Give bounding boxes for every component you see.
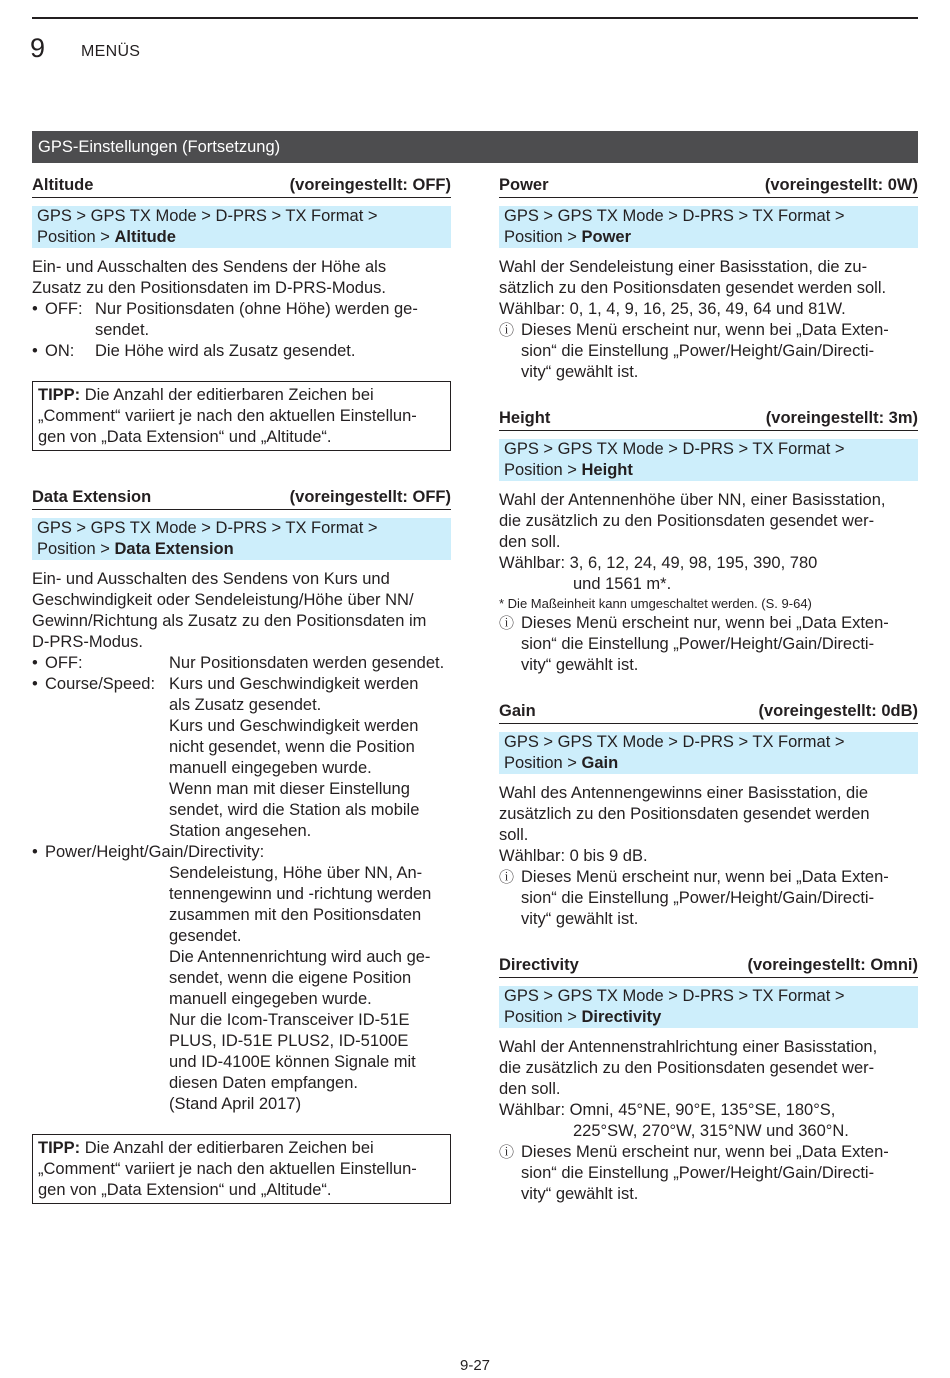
description: [499, 257, 918, 383]
bullet-text: manuell eingegeben wurde.: [169, 990, 372, 1008]
right-column: [499, 175, 918, 1205]
menu-path-prefix: Position >: [504, 461, 582, 479]
text-line: 225°SW, 270°W, 315°NW und 360°N.: [573, 1122, 849, 1140]
text-line: zusätzlich zu den Positionsdaten gesendet werden: [499, 805, 870, 823]
bullet-text: sendet, wird die Station als mobile: [169, 801, 420, 819]
bullet-text: Nur Positionsdaten werden gesendet.: [169, 654, 445, 672]
section-title: Power: [499, 176, 549, 194]
bullet-text: tennengewinn und -richtung werden: [169, 885, 432, 903]
text-line: Gewinn/Richtung als Zusatz zu den Positionsdaten im: [32, 612, 427, 630]
bullet-label: OFF:: [45, 300, 83, 318]
tip-box: [32, 381, 451, 451]
tip-text: gen von „Data Extension“ und „Altitude“.: [38, 428, 332, 446]
menu-path-line: GPS > GPS TX Mode > D-PRS > TX Format >: [504, 207, 845, 225]
text-line: und 1561 m*.: [573, 575, 672, 593]
text-line: D-PRS-Modus.: [32, 633, 143, 651]
note-text: vity“ gewählt ist.: [521, 363, 639, 381]
bullet-text: Station angesehen.: [169, 822, 312, 840]
note-text: Dieses Menü erscheint nur, wenn bei „Data Exten-: [521, 1143, 889, 1161]
tip-text: gen von „Data Extension“ und „Altitude“.: [38, 1181, 332, 1199]
text-line: Geschwindigkeit oder Sendeleistung/Höhe über NN/: [32, 591, 414, 609]
note-text: sion“ die Einstellung „Power/Height/Gain/Directi-: [521, 342, 875, 360]
text-line: Wählbar: 3, 6, 12, 24, 49, 98, 195, 390, 780: [499, 554, 818, 572]
text-line: Ein- und Ausschalten des Sendens von Kurs und: [32, 570, 390, 588]
note-text: vity“ gewählt ist.: [521, 1185, 639, 1203]
section-default: (voreingestellt: 0W): [764, 176, 918, 194]
data-extension-section: [32, 487, 451, 1204]
bullet-text: Kurs und Geschwindigkeit werden: [169, 675, 419, 693]
bullet-text: Nur die Icom-Transceiver ID-51E: [169, 1011, 410, 1029]
tip-text: „Comment“ variiert je nach den aktuellen Einstellun-: [38, 407, 417, 425]
bullet-item: [32, 341, 451, 362]
bullet-text: (Stand April 2017): [169, 1095, 302, 1113]
bullet-item: [32, 299, 451, 341]
description: [32, 257, 451, 362]
bullet-icon: •: [32, 654, 38, 672]
tip-text: „Comment“ variiert je nach den aktuellen Einstellun-: [38, 1160, 417, 1178]
note-text: vity“ gewählt ist.: [521, 910, 639, 928]
section-default: (voreingestellt: 3m): [765, 409, 918, 427]
info-circle-icon: ⓘ: [499, 322, 515, 339]
text-line: die zusätzlich zu den Positionsdaten gesendet wer-: [499, 512, 875, 530]
note-text: Dieses Menü erscheint nur, wenn bei „Data Exten-: [521, 321, 889, 339]
bullet-label: Power/Height/Gain/Directivity:: [45, 843, 265, 861]
section-title: Directivity: [499, 956, 579, 974]
menu-path-item: Gain: [581, 754, 619, 772]
section-title: Altitude: [32, 176, 94, 194]
menu-path-line: GPS > GPS TX Mode > D-PRS > TX Format >: [504, 987, 845, 1005]
power-section: [499, 175, 918, 383]
tip-text: Die Anzahl der editierbaren Zeichen bei: [80, 1139, 374, 1157]
bullet-text: Die Antennenrichtung wird auch ge-: [169, 948, 431, 966]
bullet-icon: •: [32, 843, 38, 861]
left-column: [32, 175, 451, 1204]
menu-path-prefix: Position >: [504, 228, 582, 246]
menu-path-item: Data Extension: [114, 540, 234, 558]
menu-path-line: GPS > GPS TX Mode > D-PRS > TX Format >: [37, 519, 378, 537]
tip-box: [32, 1134, 451, 1204]
text-line: Wählbar: 0, 1, 4, 9, 16, 25, 36, 49, 64 und 81W.: [499, 300, 846, 318]
section-title: Gain: [499, 702, 536, 720]
menu-path: [32, 518, 451, 560]
text-line: Wahl des Antennengewinns einer Basisstation, die: [499, 784, 869, 802]
bullet-text: Nur Positionsdaten (ohne Höhe) werden ge-: [95, 300, 418, 318]
bullet-icon: •: [32, 300, 38, 318]
bullet-label: Course/Speed:: [45, 675, 156, 693]
menu-path-line: GPS > GPS TX Mode > D-PRS > TX Format >: [504, 733, 845, 751]
menu-path-item: Power: [581, 228, 632, 246]
text-line: Wahl der Antennenstrahlrichtung einer Basisstation,: [499, 1038, 878, 1056]
bullet-text: und ID-4100E können Signale mit: [169, 1053, 416, 1071]
tip-text: Die Anzahl der editierbaren Zeichen bei: [80, 386, 374, 404]
page-number: 9-27: [459, 1357, 491, 1374]
bullet-text: sendet, wenn die eigene Position: [169, 969, 412, 987]
note-text: sion“ die Einstellung „Power/Height/Gain/Directi-: [521, 635, 875, 653]
menu-path-item: Height: [581, 461, 633, 479]
section-title: Data Extension: [32, 488, 152, 506]
text-line: Wahl der Antennenhöhe über NN, einer Basisstation,: [499, 491, 886, 509]
text-line: Wählbar: Omni, 45°NE, 90°E, 135°SE, 180°S,: [499, 1101, 836, 1119]
bullet-text: als Zusatz gesendet.: [169, 696, 322, 714]
note-text: sion“ die Einstellung „Power/Height/Gain/Directi-: [521, 1164, 875, 1182]
bullet-text: Sendeleistung, Höhe über NN, An-: [169, 864, 423, 882]
menu-path-prefix: Position >: [504, 754, 582, 772]
text-line: den soll.: [499, 533, 561, 551]
menu-path-prefix: Position >: [37, 228, 115, 246]
section-heading: [499, 701, 918, 724]
bullet-item: [32, 842, 451, 863]
text-line: sätzlich zu den Positionsdaten gesendet werden soll.: [499, 279, 887, 297]
info-note: [499, 613, 918, 676]
bullet-item: [32, 653, 451, 674]
menu-path: [32, 206, 451, 248]
description: [499, 1037, 918, 1205]
bullet-text: Wenn man mit dieser Einstellung: [169, 780, 410, 798]
tip-label: TIPP:: [38, 1139, 81, 1157]
altitude-section: [32, 175, 451, 451]
text-line: den soll.: [499, 1080, 561, 1098]
section-heading: [499, 408, 918, 431]
bullet-icon: •: [32, 342, 38, 360]
text-line: Ein- und Ausschalten des Sendens der Höhe als: [32, 258, 387, 276]
description: [499, 783, 918, 930]
section-heading: [32, 175, 451, 198]
bullet-text: gesendet.: [169, 927, 242, 945]
text-line: Wählbar: 0 bis 9 dB.: [499, 847, 648, 865]
menu-path-prefix: Position >: [504, 1008, 582, 1026]
note-text: sion“ die Einstellung „Power/Height/Gain/Directi-: [521, 889, 875, 907]
text-line: die zusätzlich zu den Positionsdaten gesendet wer-: [499, 1059, 875, 1077]
note-text: Dieses Menü erscheint nur, wenn bei „Data Exten-: [521, 614, 889, 632]
info-circle-icon: ⓘ: [499, 1144, 515, 1161]
bullet-item: [32, 674, 451, 842]
tip-label: TIPP:: [38, 386, 81, 404]
bullet-label: ON:: [45, 342, 75, 360]
bullet-text: nicht gesendet, wenn die Position: [169, 738, 415, 756]
menu-path-line: GPS > GPS TX Mode > D-PRS > TX Format >: [504, 440, 845, 458]
section-heading: [499, 175, 918, 198]
menu-path-line: GPS > GPS TX Mode > D-PRS > TX Format >: [37, 207, 378, 225]
top-rule: [32, 17, 918, 19]
chapter-title: MENÜS: [81, 43, 141, 60]
section-default: (voreingestellt: 0dB): [758, 702, 918, 720]
bullet-text: diesen Daten empfangen.: [169, 1074, 358, 1092]
text-line: Wahl der Sendeleistung einer Basisstation, die zu-: [499, 258, 868, 276]
section-heading: [499, 955, 918, 978]
bullet-text: sendet.: [95, 321, 150, 339]
menu-path: [499, 206, 918, 248]
bullet-icon: •: [32, 675, 38, 693]
section-default: (voreingestellt: OFF): [289, 488, 451, 506]
note-text: vity“ gewählt ist.: [521, 656, 639, 674]
description: [499, 490, 918, 676]
bullet-text: Kurs und Geschwindigkeit werden: [169, 717, 419, 735]
section-title: Height: [499, 409, 551, 427]
menu-path-item: Altitude: [114, 228, 176, 246]
height-section: [499, 408, 918, 676]
info-note: [499, 320, 918, 383]
section-default: (voreingestellt: Omni): [747, 956, 918, 974]
menu-path-prefix: Position >: [37, 540, 115, 558]
menu-path: [499, 986, 918, 1028]
section-banner: GPS-Einstellungen (Fortsetzung): [32, 131, 918, 163]
note-text: Dieses Menü erscheint nur, wenn bei „Data Exten-: [521, 868, 889, 886]
section-heading: [32, 487, 451, 510]
menu-path: [499, 732, 918, 774]
section-default: (voreingestellt: OFF): [289, 176, 451, 194]
menu-path-item: Directivity: [581, 1008, 662, 1026]
bullet-text: zusammen mit den Positionsdaten: [169, 906, 422, 924]
info-circle-icon: ⓘ: [499, 615, 515, 632]
chapter-number: 9: [30, 33, 46, 63]
description: [32, 569, 451, 1115]
info-note: [499, 1142, 918, 1205]
bullet-text: PLUS, ID-51E PLUS2, ID-5100E: [169, 1032, 409, 1050]
text-line: Zusatz zu den Positionsdaten im D-PRS-Modus.: [32, 279, 386, 297]
menu-path: [499, 439, 918, 481]
directivity-section: [499, 955, 918, 1205]
footnote: * Die Maßeinheit kann umgeschaltet werden. (S. 9-64): [499, 596, 812, 611]
text-line: soll.: [499, 826, 529, 844]
bullet-text: manuell eingegeben wurde.: [169, 759, 372, 777]
info-note: [499, 867, 918, 930]
gain-section: [499, 701, 918, 930]
bullet-label: OFF:: [45, 654, 83, 672]
info-circle-icon: ⓘ: [499, 869, 515, 886]
bullet-text: Die Höhe wird als Zusatz gesendet.: [95, 342, 356, 360]
